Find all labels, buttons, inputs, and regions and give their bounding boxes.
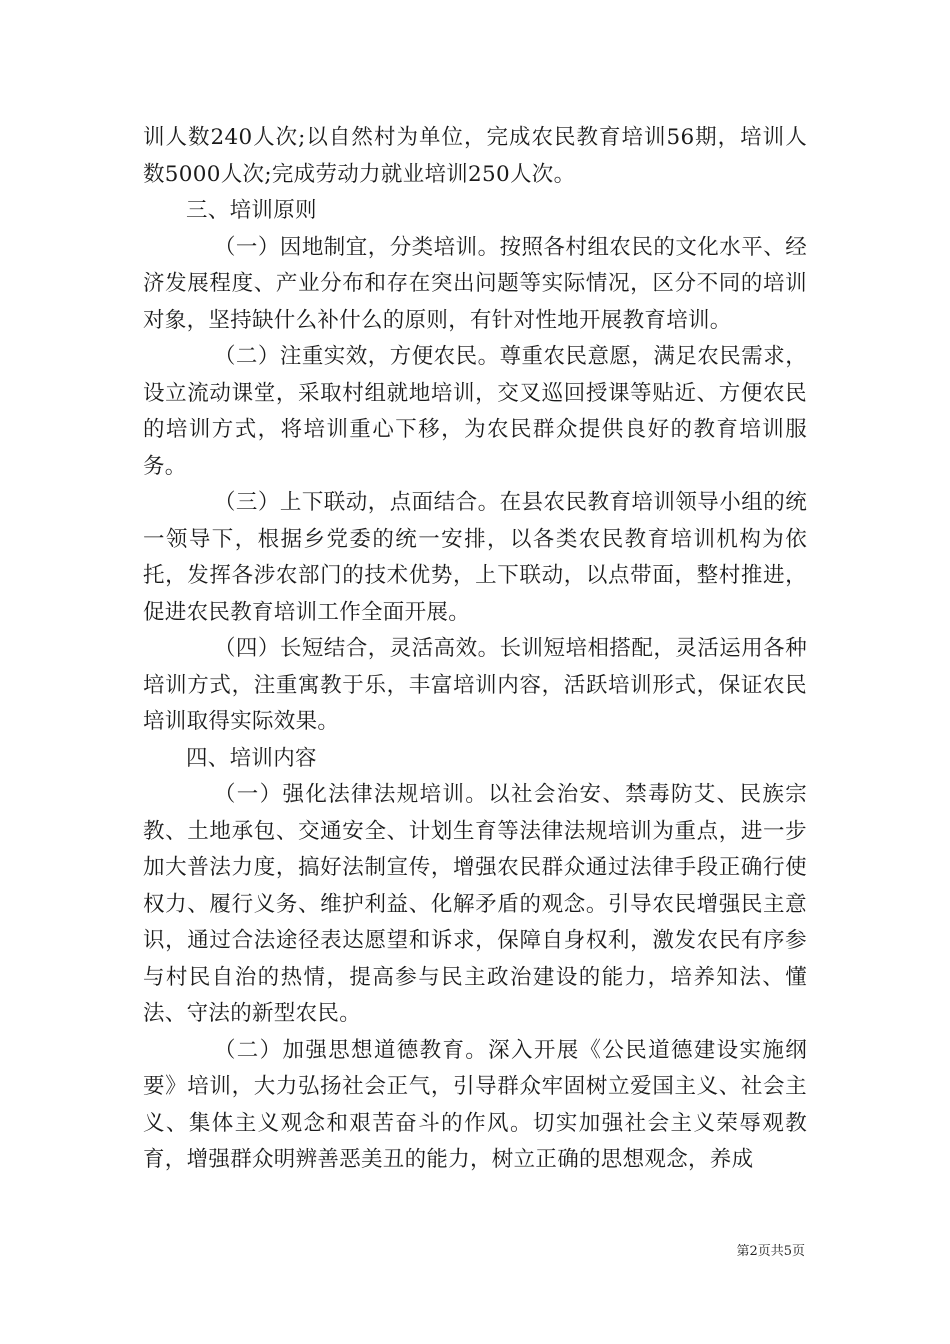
section-heading-principles: 三、培训原则 [186,198,317,223]
paragraph-principle-2: （二）注重实效，方便农民。尊重农民意愿，满足农民需求，设立流动课堂，采取村组就地培训，交叉巡回授课等贴近、方便农民的培训方式，将培训重心下移，为农民群众提供良好的教育培训服务。 [143,344,807,479]
document-body [143,120,807,1179]
paragraph-content-2: （二）加强思想道德教育。深入开展《公民道德建设实施纲要》培训，大力弘扬社会正气，引导群众牢固树立爱国主义、社会主义、集体主义观念和艰苦奋斗的作风。切实加强社会主义荣辱观教育，增强群众明辨善恶美丑的能力，树立正确的思想观念，养成 [143,1037,807,1172]
page-number: 第2页共5页 [736,1244,805,1259]
paragraph-content-1: （一）强化法律法规培训。以社会治安、禁毒防艾、民族宗教、土地承包、交通安全、计划生育等法律法规培训为重点，进一步加大普法力度，搞好法制宣传，增强农民群众通过法律手段正确行使权力、履行义务、维护利益、化解矛盾的观念。引导农民增强民主意识，通过合法途径表达愿望和诉求，保障自身权利，激发农民有序参与村民自治的热情，提高参与民主政治建设的能力，培养知法、懂法、守法的新型农民。 [143,782,807,1026]
paragraph-principle-4: （四）长短结合，灵活高效。长训短培相搭配，灵活运用各种培训方式，注重寓教于乐，丰富培训内容，活跃培训形式，保证农民培训取得实际效果。 [143,636,807,734]
paragraph-continuation: 训人数240人次;以自然村为单位，完成农民教育培训56期，培训人数5000人次;完成劳动力就业培训250人次。 [143,125,807,187]
paragraph-principle-1: （一）因地制宜，分类培训。按照各村组农民的文化水平、经济发展程度、产业分布和存在突出问题等实际情况，区分不同的培训对象，坚持缺什么补什么的原则，有针对性地开展教育培训。 [143,234,807,333]
paragraph-principle-3: （三）上下联动，点面结合。在县农民教育培训领导小组的统一领导下，根据乡党委的统一安排，以各类农民教育培训机构为依托，发挥各涉农部门的技术优势，上下联动，以点带面，整村推进，促进农民教育培训工作全面开展。 [143,490,807,625]
section-heading-content: 四、培训内容 [186,745,317,771]
